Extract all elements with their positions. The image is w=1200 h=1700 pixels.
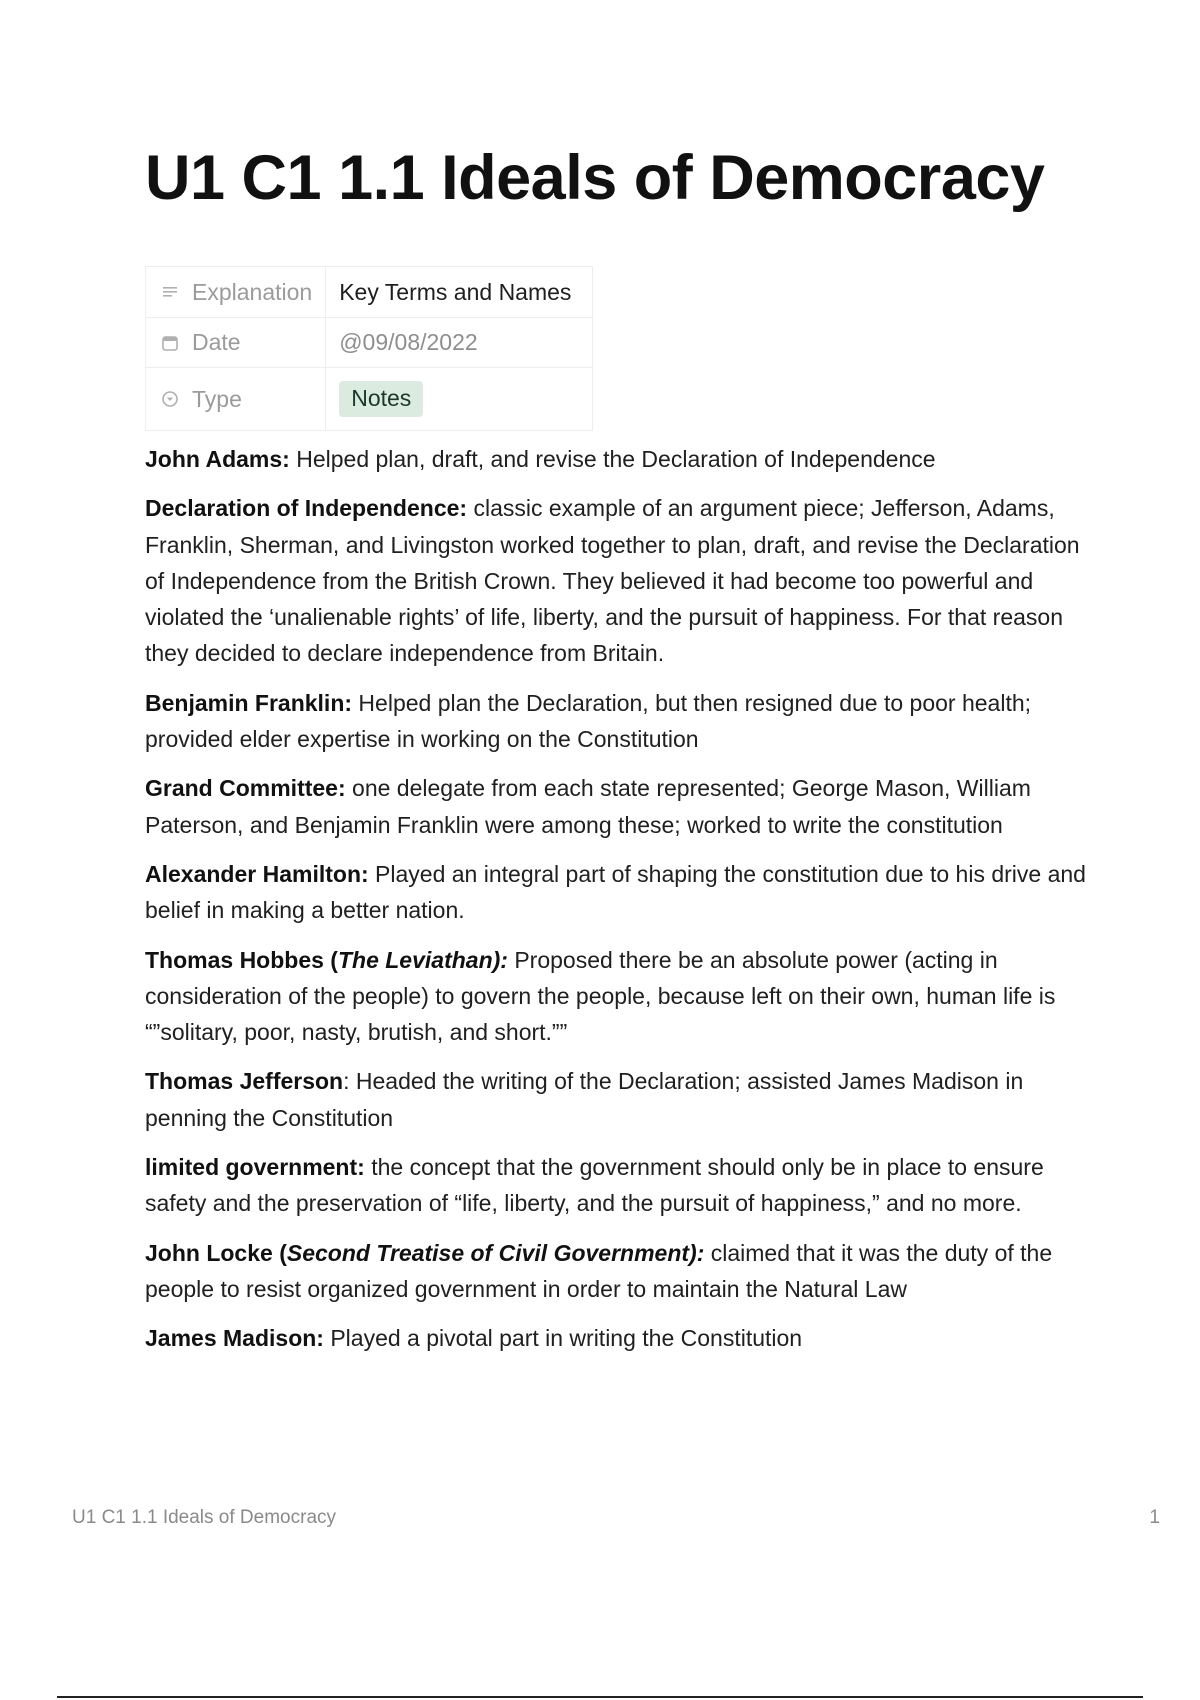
entry-limited-government xyxy=(145,1149,1095,1222)
entry-term: Grand Committee: xyxy=(145,775,346,802)
entry-thomas-jefferson xyxy=(145,1063,1095,1136)
property-key-cell xyxy=(146,318,326,368)
property-key-label: Date xyxy=(192,329,241,355)
entry-work-title: The Leviathan): xyxy=(337,946,508,973)
page-divider xyxy=(57,1696,1143,1698)
entry-definition: Helped plan, draft, and revise the Declaration of Independence xyxy=(289,446,936,472)
entry-james-madison xyxy=(145,1320,1095,1356)
property-value-cell[interactable] xyxy=(326,318,593,368)
entry-definition: classic example of an argument piece; Jefferson, Adams, Franklin, Sherman, and Livingston worked together to plan, draft, and revise the Declaration of Independence from the British Crown. They believed it had become too powerful and violated the ‘unalienable rights’ of life, liberty, and the pursuit of happiness. For that reason they decided to declare independence from Britain. xyxy=(145,495,1080,667)
entry-john-adams xyxy=(145,441,1095,477)
property-value-date: @09/08/2022 xyxy=(339,329,478,355)
entry-term: Thomas Jefferson xyxy=(145,1068,344,1095)
entry-term: Alexander Hamilton: xyxy=(145,860,369,887)
property-value-cell[interactable] xyxy=(326,267,593,318)
calendar-icon xyxy=(160,333,180,353)
entry-alexander-hamilton xyxy=(145,856,1095,929)
properties-table xyxy=(145,266,593,431)
entry-declaration-of-independence xyxy=(145,490,1095,671)
select-circle-icon xyxy=(160,389,180,409)
entry-term: Benjamin Franklin: xyxy=(145,689,353,716)
entry-definition: Played an integral part of shaping the constitution due to his drive and belief in making a better nation. xyxy=(145,860,1086,924)
entry-definition: the concept that the government should only be in place to ensure safety and the preservation of “life, liberty, and the pursuit of happiness,” and no more. xyxy=(145,1154,1044,1217)
entry-definition: claimed that it was the duty of the people to resist organized government in order to maintain the Natural Law xyxy=(145,1239,1053,1302)
property-value-explanation: Key Terms and Names xyxy=(339,278,572,305)
entry-work-title: Second Treatise of Civil Government): xyxy=(286,1239,705,1266)
property-key-label: Explanation xyxy=(192,278,313,305)
type-tag[interactable]: Notes xyxy=(339,381,423,417)
entry-term: John Locke ( xyxy=(145,1239,287,1266)
entry-definition: one delegate from each state represented; George Mason, William Paterson, and Benjamin Franklin were among these; worked to write the constitution xyxy=(145,775,1031,838)
property-key-cell xyxy=(146,368,326,431)
entry-term: John Adams: xyxy=(145,446,290,472)
property-row-date xyxy=(146,318,593,368)
property-row-type xyxy=(146,368,593,431)
entry-term: James Madison: xyxy=(145,1325,324,1352)
entry-thomas-hobbes xyxy=(145,942,1095,1051)
entry-grand-committee xyxy=(145,770,1095,843)
notes-content xyxy=(145,441,1095,1370)
page-number: 1 xyxy=(1149,1507,1160,1528)
property-value-cell[interactable] xyxy=(326,368,593,431)
entry-term: limited government: xyxy=(145,1154,365,1181)
text-lines-icon xyxy=(160,282,180,302)
property-key-label: Type xyxy=(192,385,242,412)
property-row-explanation xyxy=(146,267,593,318)
entry-definition: Proposed there be an absolute power (acting in consideration of the people) to govern the people, because left on their own, human life is “”solitary, poor, nasty, brutish, and short.”” xyxy=(145,946,1056,1046)
entry-term: Thomas Hobbes ( xyxy=(145,946,338,973)
entry-john-locke xyxy=(145,1235,1095,1308)
entry-definition: : Headed the writing of the Declaration; assisted James Madison in penning the Constitution xyxy=(145,1068,1024,1131)
property-key-cell xyxy=(146,267,326,318)
entry-term: Declaration of Independence: xyxy=(145,495,468,522)
entry-definition: Played a pivotal part in writing the Constitution xyxy=(323,1325,803,1352)
entry-benjamin-franklin xyxy=(145,685,1095,758)
footer-title: U1 C1 1.1 Ideals of Democracy xyxy=(72,1507,337,1528)
entry-definition: Helped plan the Declaration, but then resigned due to poor health; provided elder expertise in working on the Constitution xyxy=(145,689,1032,753)
page-title: U1 C1 1.1 Ideals of Democracy xyxy=(145,143,1045,213)
